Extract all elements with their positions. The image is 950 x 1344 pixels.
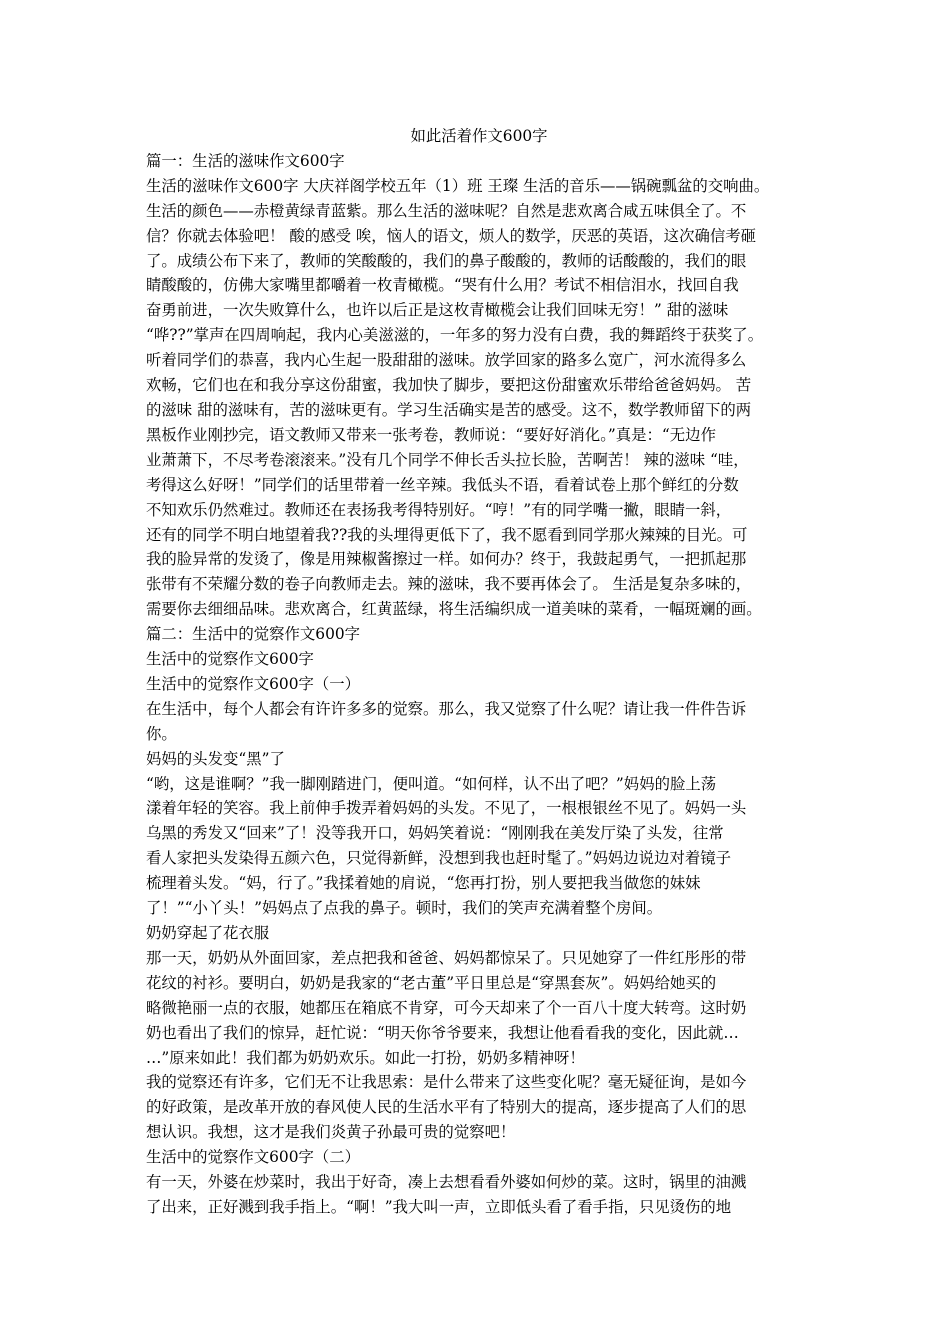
text-line: 生活中的觉察作文600字（二） — [146, 1148, 361, 1167]
text-line: 妈妈的头发变“黑”了 — [146, 749, 285, 768]
text-line: 听着同学们的恭喜，我内心生起一股甜甜的滋味。放学回家的路多么宽广，河水流得多么 — [146, 351, 747, 370]
text-line: 生活中的觉察作文600字（一） — [146, 674, 361, 693]
text-line: 梳理着头发。“妈，行了。”我揉着她的肩说，“您再打扮，别人要把我当做您的妹妹 — [146, 874, 701, 893]
text-line: “哗??”掌声在四周响起，我内心美滋滋的，一年多的努力没有白费，我的舞蹈终于获奖了。 — [146, 326, 764, 345]
text-line: 有一天，外婆在炒菜时，我出于好奇，凑上去想看看外婆如何炒的菜。这时，锅里的油溅 — [146, 1173, 747, 1192]
text-line: 业萧萧下，不尽考卷滚滚来。”没有几个同学不伸长舌头拉长脸，苦啊苦！ 辣的滋味 “哇， — [146, 450, 749, 469]
text-line: 你。 — [146, 724, 177, 743]
text-line: 了。成绩公布下来了，教师的笑酸酸的，我们的鼻子酸酸的，教师的话酸酸的，我们的眼 — [146, 251, 747, 270]
text-line: 张带有不荣耀分数的卷子向教师走去。辣的滋味，我不要再体会了。 生活是复杂多味的， — [146, 575, 752, 594]
text-line: 我的脸异常的发烫了，像是用辣椒酱擦过一样。如何办？终于，我鼓起勇气，一把抓起那 — [146, 550, 747, 569]
text-line: 的滋味 甜的滋味有，苦的滋味更有。学习生活确实是苦的感受。这不，数学教师留下的两 — [146, 400, 752, 419]
text-line: 奶也看出了我们的惊异，赶忙说：“明天你爷爷要来，我想让他看看我的变化，因此就… — [146, 1023, 739, 1042]
text-line: 篇二：生活中的觉察作文600字 — [146, 625, 361, 644]
text-line: 考得这么好呀！”同学们的话里带着一丝辛辣。我低头不语，看着试卷上那个鲜红的分数 — [146, 475, 739, 494]
text-line: 奋勇前进，一次失败算什么，也许以后正是这枚青橄榄会让我们回味无穷！” 甜的滋味 — [146, 301, 729, 320]
text-line: 生活的滋味作文600字 大庆祥阁学校五年（1）班 王璨 生活的音乐——锅碗瓢盆的交响曲。 — [146, 176, 770, 195]
document-body — [146, 124, 812, 1220]
text-line: 漾着年轻的笑容。我上前伸手拨弄着妈妈的头发。不见了，一根根银丝不见了。妈妈一头 — [146, 799, 747, 818]
text-line: 黑板作业刚抄完，语文教师又带来一张考卷，教师说：“要好好消化。”真是：“无边作 — [146, 425, 716, 444]
text-line: 生活中的觉察作文600字 — [146, 650, 314, 669]
text-line: 想认识。我想，这才是我们炎黄子孙最可贵的觉察吧！ — [146, 1123, 516, 1142]
text-line: 的好政策，是改革开放的春风使人民的生活水平有了特别大的提高，逐步提高了人们的思 — [146, 1098, 747, 1117]
text-line: 那一天，奶奶从外面回家，差点把我和爸爸、妈妈都惊呆了。只见她穿了一件红彤彤的带 — [146, 948, 747, 967]
text-line: 乌黑的秀发又“回来”了！没等我开口，妈妈笑着说：“刚刚我在美发厅染了头发，往常 — [146, 824, 724, 843]
text-line: 还有的同学不明白地望着我??我的头埋得更低下了，我不愿看到同学那火辣辣的目光。可 — [146, 525, 748, 544]
text-line: 信？你就去体验吧！ 酸的感受 唉，恼人的语文，烦人的数学，厌恶的英语，这次确信考砸 — [146, 226, 757, 245]
text-line: 看人家把头发染得五颜六色，只觉得新鲜，没想到我也赶时髦了。”妈妈边说边对着镜子 — [146, 849, 732, 868]
text-line: 了出来，正好溅到我手指上。“啊！”我大叫一声，立即低头看了看手指，只见烫伤的地 — [146, 1197, 732, 1216]
document-title: 如此活着作文600字 — [410, 127, 548, 145]
text-line: 需要你去细细品味。悲欢离合，红黄蓝绿，将生活编织成一道美味的菜肴，一幅斑斓的画。 — [146, 600, 762, 619]
text-line: 在生活中，每个人都会有许许多多的觉察。那么，我又觉察了什么呢？请让我一件件告诉 — [146, 699, 747, 718]
text-line: 睛酸酸的，仿佛大家嘴里都嚼着一枚青橄榄。“哭有什么用？考试不相信泪水，找回自我 — [146, 276, 739, 295]
text-line: 略微艳丽一点的衣服，她都压在箱底不肯穿，可今天却来了个一百八十度大转弯。这时奶 — [146, 998, 747, 1017]
text-line: …”原来如此！我们都为奶奶欢乐。如此一打扮，奶奶多精神呀！ — [146, 1048, 585, 1067]
text-line: 生活的颜色——赤橙黄绿青蓝紫。那么生活的滋味呢？自然是悲欢离合咸五味俱全了。不 — [146, 201, 747, 220]
text-line: 花纹的衬衫。要明白，奶奶是我家的“老古董”平日里总是“穿黑套灰”。妈妈给她买的 — [146, 973, 717, 992]
text-line: 欢畅，它们也在和我分享这份甜蜜，我加快了脚步，要把这份甜蜜欢乐带给爸爸妈妈。 苦 — [146, 376, 752, 395]
document-text — [146, 149, 812, 1220]
text-line: 不知欢乐仍然难过。教师还在表扬我考得特别好。“哼！”有的同学嘴一撇，眼睛一斜， — [146, 500, 732, 519]
text-line: 篇一：生活的滋味作文600字 — [146, 151, 345, 170]
text-line: 了！”“小丫头！”妈妈点了点我的鼻子。顿时，我们的笑声充满着整个房间。 — [146, 899, 663, 918]
text-line: 我的觉察还有许多，它们无不让我思索：是什么带来了这些变化呢？毫无疑征询，是如今 — [146, 1073, 747, 1092]
text-line: 奶奶穿起了花衣服 — [146, 924, 270, 942]
text-line: “哟，这是谁啊？”我一脚刚踏进门，便叫道。“如何样，认不出了吧？”妈妈的脸上荡 — [146, 774, 717, 793]
